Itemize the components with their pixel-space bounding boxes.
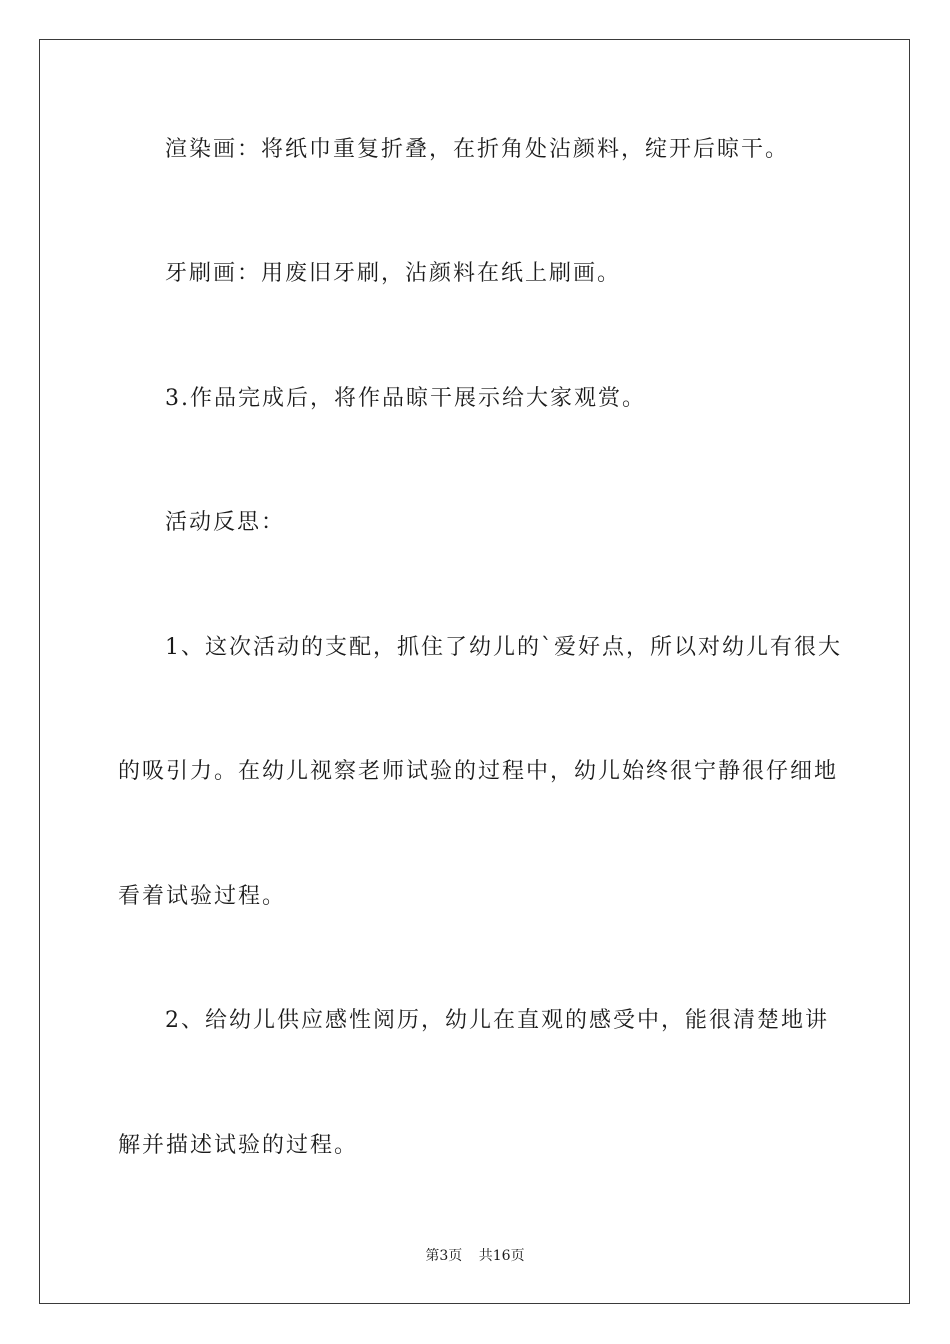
paragraph-step-3: 3.作品完成后，将作品晾干展示给大家观赏。: [165, 386, 646, 411]
page-total: 共16页: [478, 1248, 525, 1264]
section-heading-reflection: 活动反思：: [165, 510, 286, 535]
page-footer: [0, 1247, 950, 1265]
paragraph-reflection-2-line-2: 解并描述试验的过程。: [118, 1133, 359, 1158]
paragraph-toothbrush-painting: 牙刷画：用废旧牙刷，沾颜料在纸上刷画。: [165, 261, 622, 286]
paragraph-reflection-2-line-1: 2、给幼儿供应感性阅历，幼儿在直观的感受中，能很清楚地讲: [165, 1008, 829, 1033]
paragraph-reflection-1-line-1: 1、这次活动的支配，抓住了幼儿的`爱好点，所以对幼儿有很大: [165, 635, 842, 660]
page-border: [39, 39, 910, 1304]
paragraph-reflection-1-line-3: 看着试验过程。: [118, 884, 287, 909]
paragraph-rendering-painting: 渲染画：将纸巾重复折叠，在折角处沾颜料，绽开后晾干。: [165, 137, 790, 162]
page-number: 第3页: [425, 1248, 463, 1264]
paragraph-reflection-1-line-2: 的吸引力。在幼儿视察老师试验的过程中，幼儿始终很宁静很仔细地: [118, 759, 839, 784]
